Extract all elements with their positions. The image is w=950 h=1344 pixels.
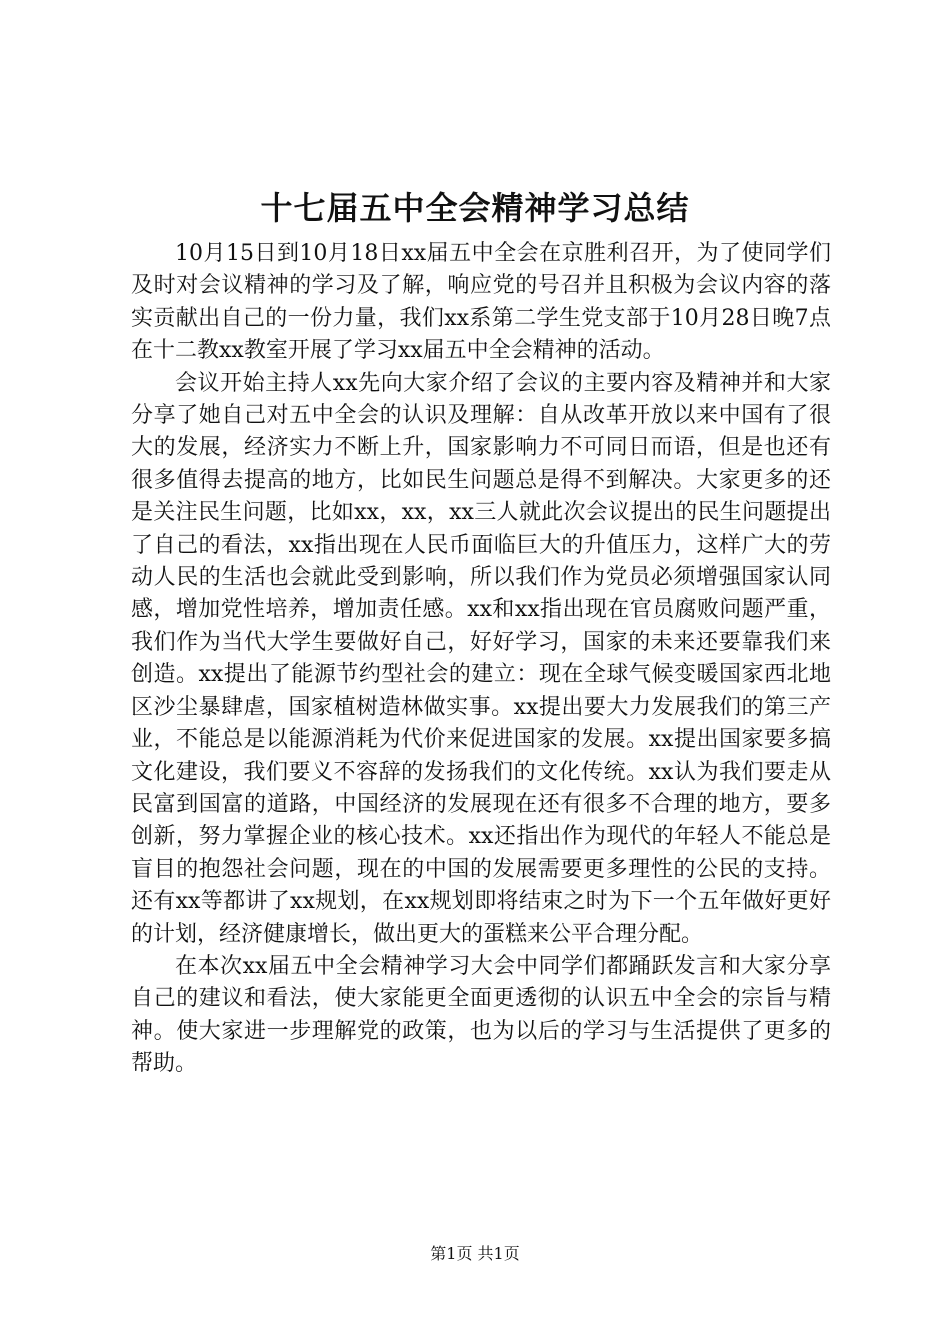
page-footer: 第1页 共1页 <box>430 1244 520 1263</box>
paragraph-1: 10月15日到10月18日xx届五中全会在京胜利召开，为了使同学们及时对会议精神的学习及了解，响应党的号召并且积极为会议内容的落实贡献出自己的一份力量，我们xx系第二学生党支部于10月28日晚7点在十二教xx教室开展了学习xx届五中全会精神的活动。 <box>131 241 831 364</box>
document-body <box>131 238 831 1081</box>
paragraph-3: 在本次xx届五中全会精神学习大会中同学们都踊跃发言和大家分享自己的建议和看法，使大家能更全面更透彻的认识五中全会的宗旨与精神。使大家进一步理解党的政策，也为以后的学习与生活提供了更多的帮助。 <box>131 953 831 1077</box>
paragraph-2: 会议开始主持人xx先向大家介绍了会议的主要内容及精神并和大家分享了她自己对五中全会的认识及理解：自从改革开放以来中国有了很大的发展，经济实力不断上升，国家影响力不可同日而语，但是也还有很多值得去提高的地方，比如民生问题总是得不到解决。大家更多的还是关注民生问题，比如xx，xx，xx三人就此次会议提出的民生问题提出了自己的看法，xx指出现在人民币面临巨大的升值压力，这样广大的劳动人民的生活也会就此受到影响，所以我们作为党员必须增强国家认同感，增加党性培养，增加责任感。xx和xx指出现在官员腐败问题严重，我们作为当代大学生要做好自己，好好学习，国家的未来还要靠我们来创造。xx提出了能源节约型社会的建立：现在全球气候变暖国家西北地区沙尘暴肆虐，国家植树造林做实事。xx提出要大力发展我们的第三产业，不能总是以能源消耗为代价来促进国家的发展。xx提出国家要多搞文化建设，我们要义不容辞的发扬我们的文化传统。xx认为我们要走从民富到国富的道路，中国经济的发展现在还有很多不合理的地方，要多创新，努力掌握企业的核心技术。xx还指出作为现代的年轻人不能总是盲目的抱怨社会问题，现在的中国的发展需要更多理性的公民的支持。还有xx等都讲了xx规划，在xx规划即将结束之时为下一个五年做好更好的计划，经济健康增长，做出更大的蛋糕来公平合理分配。 <box>131 370 831 947</box>
document-title: 十七届五中全会精神学习总结 <box>260 189 690 227</box>
